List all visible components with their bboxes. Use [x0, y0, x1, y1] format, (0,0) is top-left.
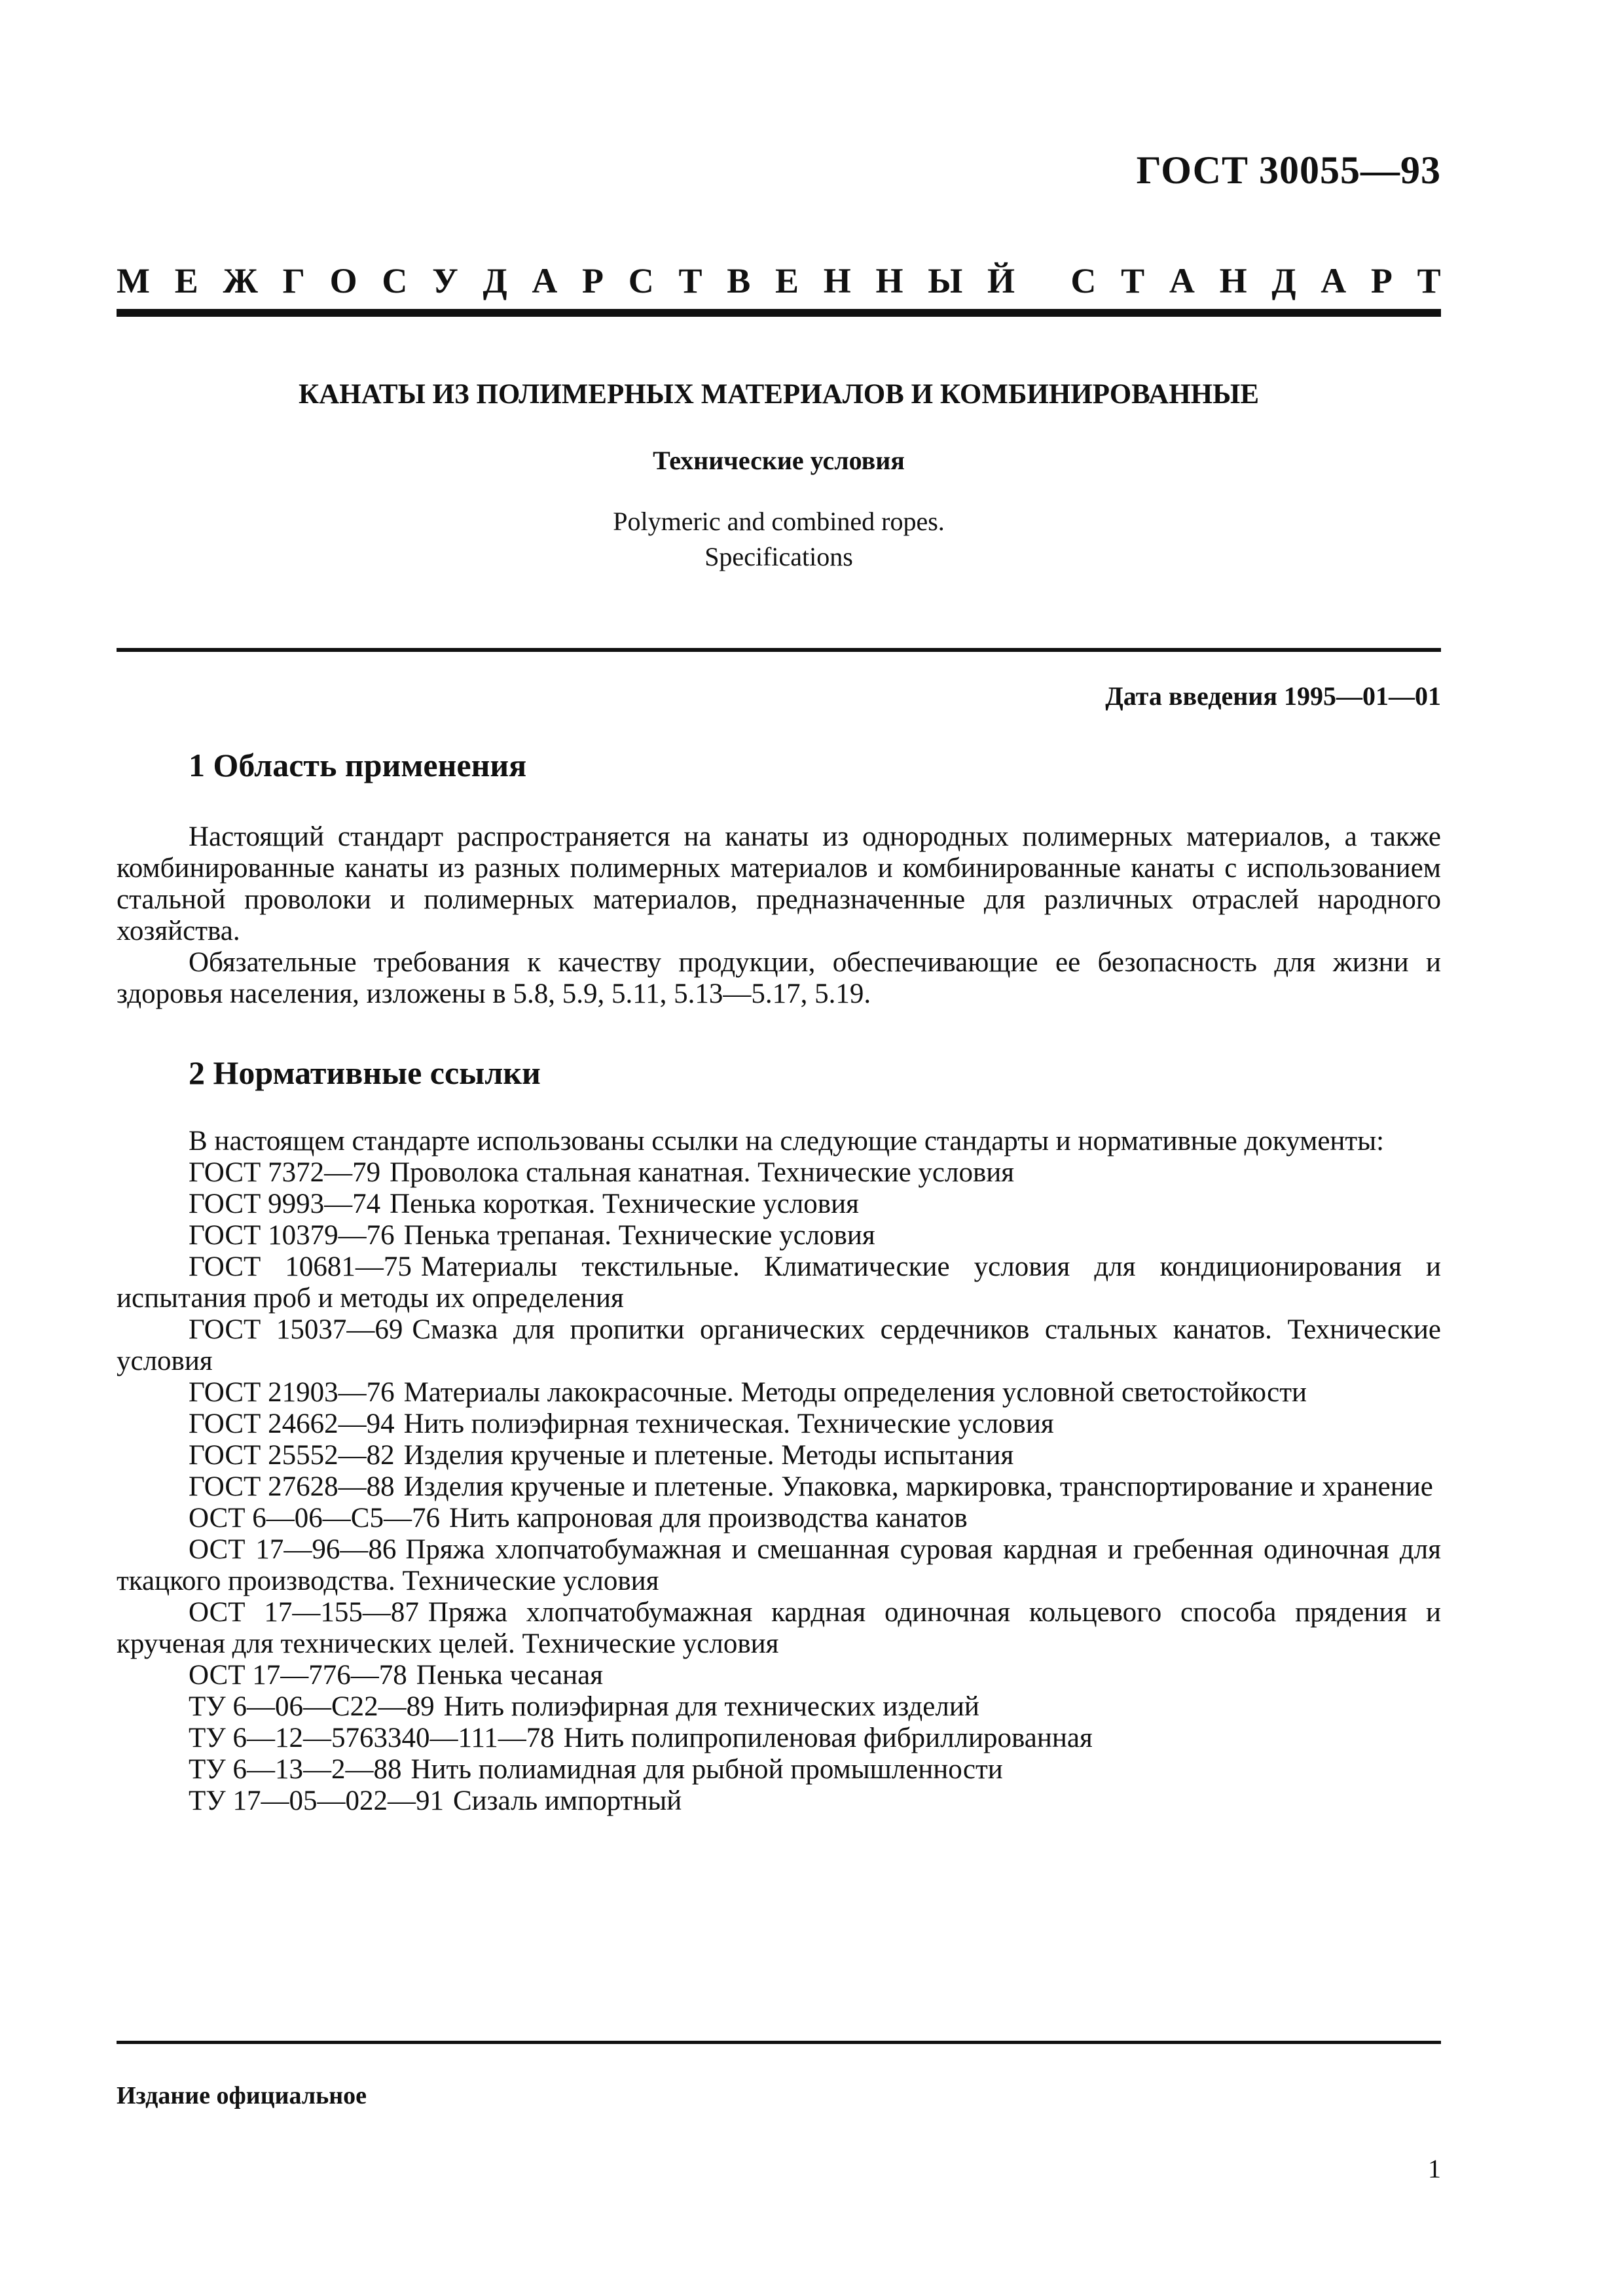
reference-title: Изделия крученые и плетеные. Методы испытания: [403, 1440, 1014, 1471]
section-1-heading: 1 Область применения: [189, 747, 527, 783]
reference-code: ТУ 17—05—022—91: [189, 1785, 444, 1816]
standard-type-letter: Д: [483, 261, 507, 300]
reference-entry: [117, 1723, 1441, 1754]
standard-type-heading: [117, 260, 1441, 301]
reference-entry: [117, 1251, 1441, 1314]
section-1-paragraph: Обязательные требования к качеству продукции, обеспечивающие ее безопасность для жизни и здоровья населения, изложены в 5.8, 5.9, 5.11, 5.13—5.17, 5.19.: [117, 947, 1441, 1009]
section-1-body: [117, 821, 1441, 1010]
reference-title: Пенька короткая. Технические условия: [390, 1189, 859, 1219]
standard-type-letter: Е: [775, 261, 799, 300]
reference-code: ГОСТ 24662—94: [189, 1408, 395, 1439]
reference-code: ГОСТ 10681—75: [189, 1251, 412, 1282]
standard-type-letter: Ж: [223, 261, 258, 300]
reference-entry: [117, 1503, 1441, 1534]
reference-code: ГОСТ 25552—82: [189, 1440, 395, 1471]
official-edition-label: Издание официальное: [117, 2082, 367, 2109]
reference-entry: [117, 1440, 1441, 1471]
introduction-date: Дата введения 1995—01—01: [1105, 681, 1441, 711]
reference-title: Пряжа хлопчатобумажная кардная одиночная кольцевого способа прядения и крученая для технических целей. Технические условия: [117, 1597, 1441, 1659]
reference-title: Пенька трепаная. Технические условия: [403, 1220, 875, 1251]
reference-entry: [117, 1471, 1441, 1503]
reference-entry: [117, 1785, 1441, 1817]
section-2-body: [117, 1126, 1441, 1817]
footer-rule: [117, 2041, 1441, 2044]
reference-code: ТУ 6—13—2—88: [189, 1754, 402, 1785]
standard-type-letter: А: [1169, 261, 1195, 300]
reference-entry: [117, 1157, 1441, 1189]
reference-title: Проволока стальная канатная. Технические условия: [390, 1157, 1015, 1188]
reference-code: ОСТ 6—06—С5—76: [189, 1503, 440, 1534]
section-1-paragraph: Настоящий стандарт распространяется на канаты из однородных полимерных материалов, а также комбинированные канаты из разных полимерных материалов и комбинированные канаты с использованием стальной проволоки и полимерных материалов, предназначенные для различных отраслей народного хозяйства.: [117, 821, 1441, 946]
standard-type-letter: Т: [678, 261, 702, 300]
section-2-intro: В настоящем стандарте использованы ссылки на следующие стандарты и нормативные документы:: [189, 1126, 1385, 1157]
standard-type-letter: А: [532, 261, 558, 300]
standard-type-letter: Й: [987, 261, 1015, 300]
reference-entry: [117, 1660, 1441, 1691]
normative-references-list: [117, 1157, 1441, 1817]
reference-entry: [117, 1691, 1441, 1723]
reference-title: Смазка для пропитки органических сердечников стальных канатов. Технические условия: [117, 1314, 1441, 1376]
document-subtitle: Технические условия: [653, 446, 905, 475]
standard-type-letter: Т: [1121, 261, 1145, 300]
reference-title: Нить полипропиленовая фибриллированная: [563, 1723, 1093, 1753]
reference-code: ТУ 6—12—5763340—111—78: [189, 1723, 555, 1753]
standard-type-letter: Р: [582, 261, 604, 300]
reference-title: Материалы лакокрасочные. Методы определения условной светостойкости: [403, 1377, 1307, 1408]
standard-type-letter: Е: [174, 261, 198, 300]
title-rule: [117, 648, 1441, 652]
reference-title: Пенька чесаная: [416, 1660, 603, 1691]
reference-code: ГОСТ 10379—76: [189, 1220, 395, 1251]
standard-type-letter: А: [1321, 261, 1347, 300]
reference-code: ГОСТ 21903—76: [189, 1377, 395, 1408]
reference-code: ОСТ 17—155—87: [189, 1597, 419, 1628]
reference-entry: [117, 1754, 1441, 1785]
document-title: КАНАТЫ ИЗ ПОЛИМЕРНЫХ МАТЕРИАЛОВ И КОМБИНИРОВАННЫЕ: [298, 379, 1260, 410]
reference-entry: [117, 1220, 1441, 1251]
standard-type-letter: Г: [282, 261, 305, 300]
reference-code: ОСТ 17—776—78: [189, 1660, 407, 1691]
reference-title: Сизаль импортный: [452, 1785, 682, 1816]
header-rule: [117, 309, 1441, 317]
reference-title: Материалы текстильные. Климатические условия для кондиционирования и испытания проб и методы их определения: [117, 1251, 1441, 1314]
reference-code: ГОСТ 27628—88: [189, 1471, 395, 1502]
standard-type-gap: [1040, 260, 1046, 301]
standard-type-letter: Н: [875, 261, 903, 300]
standard-type-letter: У: [432, 261, 458, 300]
standard-type-letter: С: [1070, 261, 1097, 300]
standard-type-letter: Р: [1370, 261, 1393, 300]
page-number: 1: [1428, 2154, 1441, 2183]
reference-title: Изделия крученые и плетеные. Упаковка, маркировка, транспортирование и хранение: [403, 1471, 1433, 1502]
document-number: ГОСТ 30055—93: [1136, 149, 1441, 192]
reference-code: ГОСТ 9993—74: [189, 1189, 381, 1219]
reference-title: Нить полиэфирная для технических изделий: [443, 1691, 979, 1722]
reference-code: ТУ 6—06—С22—89: [189, 1691, 435, 1722]
standard-type-letter: Н: [823, 261, 851, 300]
standard-type-letter: В: [727, 261, 751, 300]
reference-code: ГОСТ 7372—79: [189, 1157, 381, 1188]
standard-type-letter: Ы: [928, 261, 963, 300]
reference-entry: [117, 1597, 1441, 1660]
standard-type-letter: М: [117, 261, 150, 300]
reference-entry: [117, 1189, 1441, 1220]
reference-code: ОСТ 17—96—86: [189, 1534, 397, 1565]
english-title-line-2: Specifications: [704, 542, 853, 571]
reference-entry: [117, 1377, 1441, 1408]
reference-code: ГОСТ 15037—69: [189, 1314, 403, 1345]
reference-title: Пряжа хлопчатобумажная и смешанная суровая кардная и гребенная одиночная для ткацкого производства. Технические условия: [117, 1534, 1441, 1596]
reference-entry: [117, 1408, 1441, 1440]
standard-type-letter: Д: [1271, 261, 1296, 300]
standard-type-letter: Н: [1219, 261, 1247, 300]
reference-entry: [117, 1314, 1441, 1377]
standard-type-letter: Т: [1417, 261, 1441, 300]
reference-title: Нить полиамидная для рыбной промышленности: [410, 1754, 1003, 1785]
english-title-line-1: Polymeric and combined ropes.: [613, 507, 945, 536]
standard-type-letter: С: [628, 261, 654, 300]
reference-title: Нить полиэфирная техническая. Технические условия: [403, 1408, 1054, 1439]
section-2-heading: 2 Нормативные ссылки: [189, 1054, 541, 1091]
reference-title: Нить капроновая для производства канатов: [448, 1503, 968, 1534]
reference-entry: [117, 1534, 1441, 1597]
standard-type-letter: С: [382, 261, 408, 300]
standard-type-letter: О: [329, 261, 357, 300]
